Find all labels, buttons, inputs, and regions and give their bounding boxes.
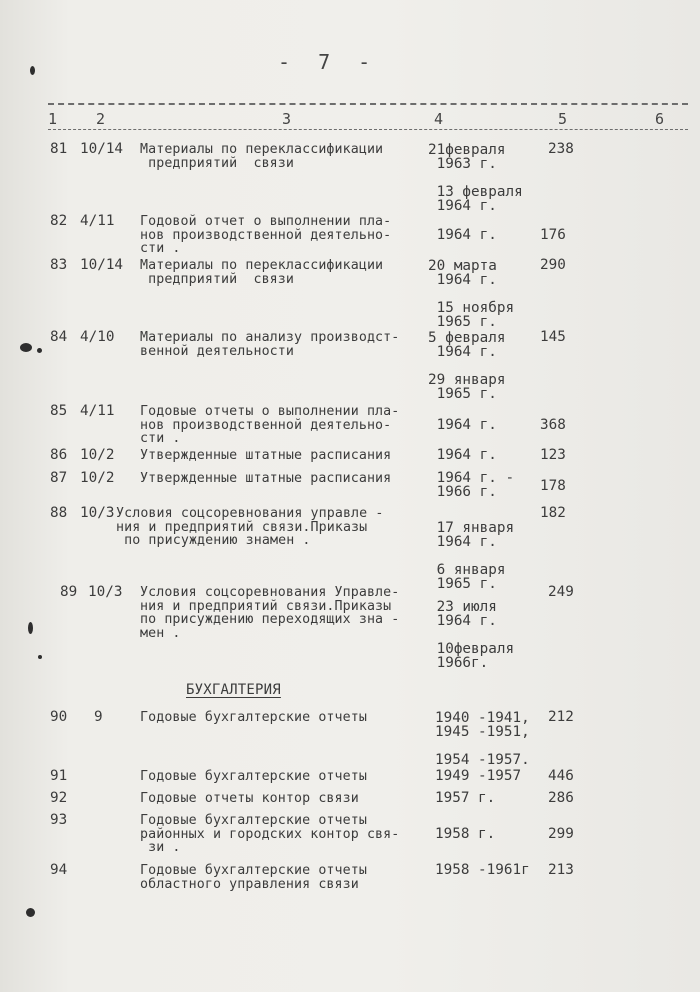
row-dates: 1940 -1941, 1945 -1951, 1954 -1957. — [435, 710, 530, 768]
row-dates: 1958 -1961г — [435, 862, 530, 878]
row-code: 4/11 — [80, 403, 115, 419]
row-code: 10/14 — [80, 257, 124, 273]
row-dates: 21февраля 1963 г. 13 февраля 1964 г. — [428, 142, 523, 214]
column-number-2: 2 — [96, 110, 106, 128]
row-title: Утвержденные штатные расписания — [140, 471, 392, 486]
row-number: 86 — [50, 447, 68, 463]
row-number: 85 — [50, 403, 68, 419]
row-count: 123 — [540, 447, 566, 463]
ink-blot — [20, 343, 32, 352]
row-title: Материалы по переклассификации предприятий связи — [140, 142, 384, 171]
row-dates: 1964 г. - 1966 г. — [436, 470, 515, 500]
ink-blot — [38, 655, 42, 659]
row-code: 10/2 — [80, 470, 115, 486]
row-number: 92 — [50, 790, 68, 806]
row-dates: 1958 г. — [435, 825, 496, 842]
row-count: 290 — [540, 257, 566, 273]
row-count: 213 — [548, 862, 574, 878]
row-dates: 1949 -1957 — [435, 768, 522, 784]
row-number: 91 — [50, 768, 68, 784]
row-dates: 1964 г. — [428, 447, 497, 463]
row-count: 249 — [548, 584, 574, 600]
row-count: 178 — [540, 478, 566, 494]
row-title: Годовые отчеты о выполнении пла- нов производственной деятельно- сти . — [140, 404, 400, 446]
page-number: - 7 - — [278, 50, 379, 74]
row-count: 446 — [548, 768, 574, 784]
row-count: 238 — [548, 141, 574, 157]
row-number: 90 — [50, 709, 68, 725]
row-count: 368 — [540, 416, 566, 433]
row-count: 212 — [548, 709, 574, 725]
row-dates: 23 июля 1964 г. 10февраля 1966г. — [436, 599, 515, 671]
row-dates: 1964 г. — [436, 416, 497, 433]
row-dates: 1964 г. — [436, 226, 497, 243]
row-count: 145 — [540, 329, 566, 345]
row-code: 4/10 — [80, 329, 115, 345]
section-title-accounting: БУХГАЛТЕРИЯ — [186, 682, 281, 698]
row-dates: 1957 г. — [435, 790, 496, 806]
row-number: 93 — [50, 812, 68, 828]
row-number: 88 — [50, 505, 68, 521]
row-number: 94 — [50, 862, 68, 878]
row-count: 176 — [540, 226, 566, 243]
row-number: 81 — [50, 141, 68, 157]
row-title: Годовой отчет о выполнении пла- нов производственной деятельно- сти . — [140, 214, 392, 256]
header-rule-top — [48, 103, 688, 105]
row-code: 10/3 — [88, 584, 123, 600]
column-number-5: 5 — [558, 110, 568, 128]
row-number: 87 — [50, 470, 68, 486]
row-title: Годовые бухгалтерские отчеты — [140, 710, 367, 725]
row-title: Годовые бухгалтерские отчеты областного управления связи — [140, 863, 367, 892]
row-dates: 5 февраля 1964 г. 29 января 1965 г. — [428, 330, 506, 402]
ink-blot — [28, 622, 33, 634]
row-title: Годовые бухгалтерские отчеты районных и городских контор свя- зи . — [140, 813, 400, 855]
column-number-3: 3 — [282, 110, 292, 128]
row-number: 82 — [50, 213, 68, 229]
column-number-4: 4 — [434, 110, 444, 128]
row-code: 10/14 — [80, 141, 124, 157]
column-number-6: 6 — [655, 110, 665, 128]
ink-blot — [26, 908, 35, 917]
header-rule-bottom — [48, 129, 688, 130]
row-title: Условия соцсоревнования управле - ния и предприятий связи.Приказы по присуждению знамен . — [116, 506, 384, 548]
row-title: Материалы по переклассификации предприятий связи — [140, 258, 384, 287]
row-code: 10/3 — [80, 505, 115, 521]
row-count: 286 — [548, 790, 574, 806]
row-dates: 17 января 1964 г. 6 января 1965 г. — [436, 520, 515, 592]
row-title: Годовые бухгалтерские отчеты — [140, 769, 367, 784]
row-number: 84 — [50, 329, 68, 345]
row-count: 182 — [540, 505, 566, 521]
row-code: 4/11 — [80, 213, 115, 229]
row-title: Материалы по анализу производст- венной деятельности — [140, 330, 400, 359]
row-title: Утвержденные штатные расписания — [140, 448, 392, 463]
row-number: 89 — [60, 584, 78, 600]
row-code: 9 — [94, 709, 103, 725]
row-code: 10/2 — [80, 447, 115, 463]
ink-blot — [37, 348, 42, 353]
row-count: 299 — [548, 825, 574, 842]
row-dates: 20 марта 1964 г. 15 ноября 1965 г. — [428, 258, 515, 330]
row-title: Условия соцсоревнования Управле- ния и предприятий связи.Приказы по присуждению переходящих зна - мен . — [140, 585, 400, 641]
row-number: 83 — [50, 257, 68, 273]
row-title: Годовые отчеты контор связи — [140, 791, 359, 806]
ink-blot — [30, 66, 35, 75]
column-number-1: 1 — [48, 110, 58, 128]
